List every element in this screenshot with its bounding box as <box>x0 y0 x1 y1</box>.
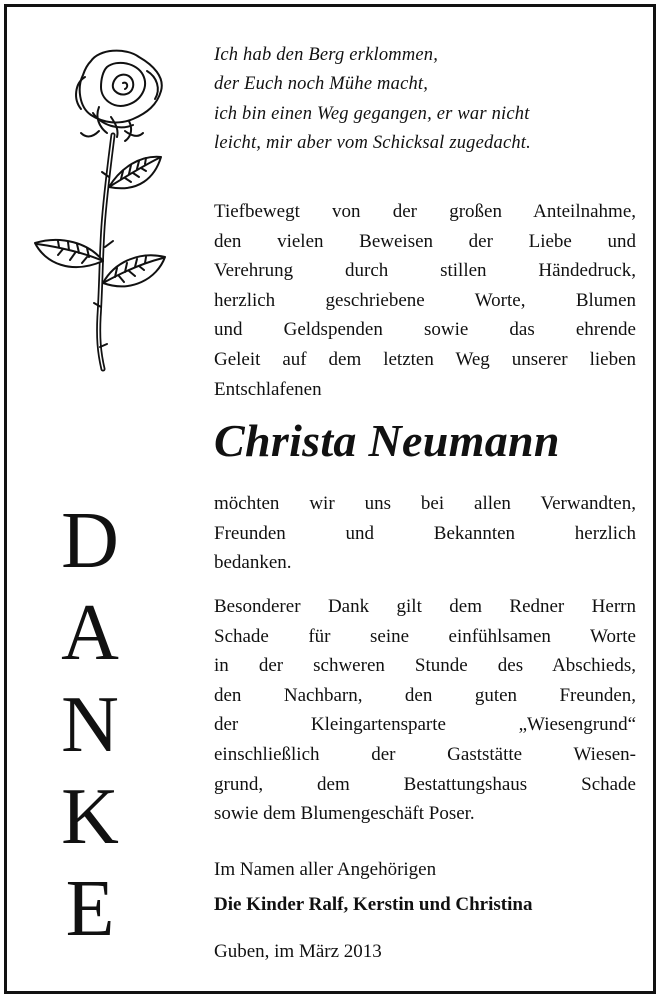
special-line: in der schweren Stunde des Abschieds, <box>214 655 636 677</box>
danke-letter: N <box>61 681 119 769</box>
poem <box>214 41 634 158</box>
special-line: Schade für seine einfühlsamen Worte <box>214 625 636 647</box>
notice-frame <box>4 4 656 994</box>
thanks-line: Freunden und Bekannten herzlich <box>214 522 636 544</box>
special-thanks-paragraph <box>214 592 636 829</box>
signature-line: Die Kinder Ralf, Kerstin und Christina <box>214 894 533 915</box>
danke-letter: K <box>61 773 119 861</box>
rose-illustration <box>29 47 169 377</box>
special-line: einschließlich der Gaststätte Wiesen- <box>214 743 636 765</box>
thanks-line: bedanken. <box>214 552 292 574</box>
poem-line: der Euch noch Mühe macht, <box>214 74 429 95</box>
poem-line: leicht, mir aber vom Schicksal zugedacht. <box>214 132 531 153</box>
danke-letter: D <box>61 497 119 585</box>
rose-icon <box>35 51 165 369</box>
special-line: sowie dem Blumengeschäft Poser. <box>214 803 475 825</box>
special-line: den Nachbarn, den guten Freunden, <box>214 684 636 706</box>
intro-line: den vielen Beweisen der Liebe und <box>214 230 636 252</box>
intro-line: Entschlafenen <box>214 378 322 400</box>
closing-line: Im Namen aller Angehörigen <box>214 859 437 880</box>
special-line: der Kleingartensparte „Wiesengrund“ <box>214 714 636 736</box>
intro-line: Geleit auf dem letzten Weg unserer lieben <box>214 348 636 370</box>
poem-line: Ich hab den Berg erklommen, <box>214 45 439 65</box>
intro-line: herzlich geschriebene Worte, Blumen <box>214 289 636 311</box>
thanks-paragraph <box>214 489 636 578</box>
intro-line: und Geldspenden sowie das ehrende <box>214 319 636 341</box>
thanks-line: möchten wir uns bei allen Verwandten, <box>214 493 636 514</box>
place-date: Guben, im März 2013 <box>214 941 382 962</box>
danke-heading <box>55 495 125 955</box>
poem-line: ich bin einen Weg gegangen, er war nicht <box>214 103 530 124</box>
intro-paragraph <box>214 197 636 404</box>
special-line: grund, dem Bestattungshaus Schade <box>214 773 636 795</box>
deceased-name: Christa Neumann <box>214 415 560 466</box>
intro-line: Verehrung durch stillen Händedruck, <box>214 260 636 282</box>
danke-letter: A <box>61 589 119 677</box>
danke-letter: E <box>65 865 115 953</box>
special-line: Besonderer Dank gilt dem Redner Herrn <box>214 596 636 617</box>
intro-line: Tiefbewegt von der großen Anteilnahme, <box>214 201 636 222</box>
